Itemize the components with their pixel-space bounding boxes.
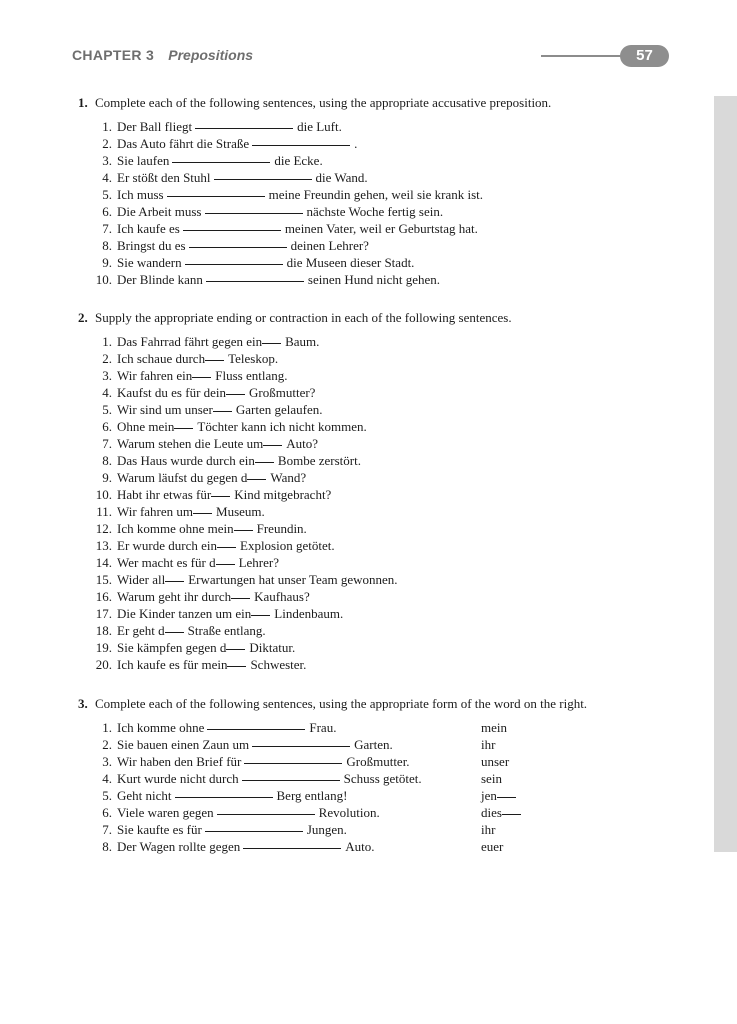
item-sentence xyxy=(117,572,398,587)
hint-ending-blank[interactable] xyxy=(502,813,521,815)
item-sentence xyxy=(117,805,380,820)
sentence-end: Lindenbaum. xyxy=(274,606,344,621)
item-number: 2. xyxy=(102,351,112,366)
hint-text: dies xyxy=(481,805,502,820)
sentence-end: meine Freundin gehen, weil sie krank ist. xyxy=(268,187,484,202)
item-number: 7. xyxy=(102,436,112,451)
header-rule xyxy=(541,55,631,57)
sentence-end: Kind mitgebracht? xyxy=(234,487,332,502)
answer-blank[interactable] xyxy=(205,359,224,361)
side-thumb-tab xyxy=(714,96,737,852)
sentence-start: Das Haus wurde durch ein xyxy=(117,453,255,468)
exercise-item xyxy=(78,435,708,452)
answer-blank[interactable] xyxy=(192,376,211,378)
sentence-end: Garten gelaufen. xyxy=(235,402,323,417)
item-number: 11. xyxy=(96,504,112,519)
instruction-text: Complete each of the following sentences, using the appropriate form of the word on the right. xyxy=(95,696,588,711)
sentence-end: Großmutter. xyxy=(346,754,410,769)
item-number: 10. xyxy=(95,487,112,502)
answer-blank[interactable] xyxy=(206,280,304,282)
item-number: 1. xyxy=(102,119,112,134)
item-sentence xyxy=(117,436,318,451)
item-number: 6. xyxy=(102,805,112,820)
item-number: 9. xyxy=(102,470,112,485)
sentence-end: Fluss entlang. xyxy=(215,368,288,383)
sentence-start: Wer macht es für d xyxy=(117,555,216,570)
item-sentence xyxy=(117,453,361,468)
sentence-end: Explosion getötet. xyxy=(240,538,335,553)
sentence-end: Schwester. xyxy=(250,657,307,672)
exercise-item xyxy=(78,639,708,656)
answer-blank[interactable] xyxy=(193,512,212,514)
item-sentence xyxy=(117,504,265,519)
answer-blank[interactable] xyxy=(255,461,274,463)
item-number: 4. xyxy=(102,385,112,400)
hint-word xyxy=(481,787,516,804)
item-sentence xyxy=(117,402,323,417)
exercise-item xyxy=(78,152,708,169)
item-sentence xyxy=(117,187,483,202)
exercise-item xyxy=(78,254,708,271)
item-number: 4. xyxy=(102,771,112,786)
item-sentence xyxy=(117,839,375,854)
hint-ending-blank[interactable] xyxy=(497,796,516,798)
sentence-start: Viele waren gegen xyxy=(117,805,214,820)
item-number: 5. xyxy=(102,402,112,417)
exercise-number: 1. xyxy=(78,95,88,110)
answer-blank[interactable] xyxy=(226,648,245,650)
exercise-item xyxy=(78,656,708,673)
sentence-end: Straße entlang. xyxy=(187,623,266,638)
answer-blank[interactable] xyxy=(263,444,282,446)
sentence-end: Museum. xyxy=(216,504,265,519)
item-number: 2. xyxy=(102,136,112,151)
sentence-start: Er geht d xyxy=(117,623,165,638)
sentence-end: die Luft. xyxy=(297,119,342,134)
sentence-start: Sie laufen xyxy=(117,153,170,168)
item-number: 3. xyxy=(102,153,112,168)
exercise-item xyxy=(78,736,708,753)
answer-blank[interactable] xyxy=(227,665,246,667)
exercise-item xyxy=(78,787,708,804)
answer-blank[interactable] xyxy=(231,597,250,599)
item-sentence xyxy=(117,419,367,434)
exercise-item xyxy=(78,350,708,367)
sentence-end: Garten. xyxy=(354,737,393,752)
exercise-items xyxy=(78,118,708,288)
chapter-label: CHAPTER 3 xyxy=(72,47,155,63)
item-number: 5. xyxy=(102,788,112,803)
item-number: 6. xyxy=(102,204,112,219)
item-sentence xyxy=(117,136,357,151)
answer-blank[interactable] xyxy=(174,427,193,429)
item-number: 19. xyxy=(95,640,112,655)
hint-text: euer xyxy=(481,839,504,854)
answer-blank[interactable] xyxy=(216,563,235,565)
exercise-item xyxy=(78,118,708,135)
item-sentence xyxy=(117,606,343,621)
exercise-items xyxy=(78,719,708,855)
exercise-item xyxy=(78,169,708,186)
exercise-item xyxy=(78,838,708,855)
item-number: 1. xyxy=(102,334,112,349)
sentence-start: Geht nicht xyxy=(117,788,172,803)
exercise-item xyxy=(78,203,708,220)
answer-blank[interactable] xyxy=(214,178,312,180)
answer-blank[interactable] xyxy=(226,393,245,395)
sentence-end: Auto. xyxy=(345,839,375,854)
item-number: 18. xyxy=(95,623,112,638)
sentence-start: Warum geht ihr durch xyxy=(117,589,232,604)
answer-blank[interactable] xyxy=(175,796,273,798)
sentence-start: Sie kämpfen gegen d xyxy=(117,640,227,655)
answer-blank[interactable] xyxy=(217,813,315,815)
instruction-text: Supply the appropriate ending or contraction in each of the following sentences. xyxy=(95,310,512,325)
item-number: 3. xyxy=(102,368,112,383)
answer-blank[interactable] xyxy=(252,745,350,747)
item-sentence xyxy=(117,170,368,185)
sentence-start: Ich kaufe es für mein xyxy=(117,657,228,672)
item-number: 13. xyxy=(95,538,112,553)
item-sentence xyxy=(117,204,443,219)
item-sentence xyxy=(117,272,440,287)
item-number: 8. xyxy=(102,453,112,468)
exercise-item xyxy=(78,753,708,770)
hint-word xyxy=(481,821,495,838)
item-number: 2. xyxy=(102,737,112,752)
sentence-start: Sie kaufte es für xyxy=(117,822,202,837)
hint-text: jen xyxy=(481,788,497,803)
sentence-end: . xyxy=(354,136,358,151)
answer-blank[interactable] xyxy=(183,229,281,231)
exercise-item xyxy=(78,418,708,435)
hint-word xyxy=(481,719,507,736)
sentence-start: Der Ball fliegt xyxy=(117,119,193,134)
sentence-end: Bombe zerstört. xyxy=(277,453,361,468)
exercise-1 xyxy=(78,94,708,288)
sentence-end: Erwartungen hat unser Team gewonnen. xyxy=(188,572,398,587)
sentence-start: Habt ihr etwas für xyxy=(117,487,212,502)
exercise-3 xyxy=(78,695,708,855)
answer-blank[interactable] xyxy=(205,830,303,832)
hint-text: mein xyxy=(481,720,507,735)
answer-blank[interactable] xyxy=(234,529,253,531)
item-number: 4. xyxy=(102,170,112,185)
exercise-item xyxy=(78,367,708,384)
answer-blank[interactable] xyxy=(243,847,341,849)
sentence-end: seinen Hund nicht gehen. xyxy=(307,272,441,287)
item-number: 8. xyxy=(102,839,112,854)
exercise-item xyxy=(78,571,708,588)
sentence-start: Ich kaufe es xyxy=(117,221,180,236)
answer-blank[interactable] xyxy=(244,762,342,764)
instruction-text: Complete each of the following sentences, using the appropriate accusative preposition. xyxy=(95,95,552,110)
sentence-start: Ich muss xyxy=(117,187,164,202)
sentence-start: Ich komme ohne mein xyxy=(117,521,234,536)
sentence-start: Wir sind um unser xyxy=(117,402,213,417)
item-number: 3. xyxy=(102,754,112,769)
sentence-end: Diktatur. xyxy=(249,640,296,655)
exercise-number: 2. xyxy=(78,310,88,325)
chapter-title: Prepositions xyxy=(168,47,254,63)
answer-blank[interactable] xyxy=(172,161,270,163)
exercise-item xyxy=(78,804,708,821)
exercise-2 xyxy=(78,309,708,673)
exercise-item xyxy=(78,622,708,639)
item-number: 5. xyxy=(102,187,112,202)
item-number: 16. xyxy=(95,589,112,604)
item-sentence xyxy=(117,385,315,400)
exercise-item xyxy=(78,469,708,486)
exercise-item xyxy=(78,770,708,787)
item-sentence xyxy=(117,119,342,134)
answer-blank[interactable] xyxy=(247,478,266,480)
answer-blank[interactable] xyxy=(252,144,350,146)
sentence-start: Bringst du es xyxy=(117,238,186,253)
answer-blank[interactable] xyxy=(195,127,293,129)
item-sentence xyxy=(117,351,278,366)
sentence-start: Das Fahrrad fährt gegen ein xyxy=(117,334,263,349)
hint-text: ihr xyxy=(481,822,496,837)
item-number: 1. xyxy=(102,720,112,735)
exercise-instruction xyxy=(78,695,708,712)
item-sentence xyxy=(117,589,310,604)
sentence-end: Teleskop. xyxy=(228,351,279,366)
answer-blank[interactable] xyxy=(207,728,305,730)
sentence-end: die Wand. xyxy=(315,170,368,185)
item-sentence xyxy=(117,255,414,270)
exercise-items xyxy=(78,333,708,673)
sentence-end: die Ecke. xyxy=(274,153,323,168)
sentence-end: Freundin. xyxy=(256,521,307,536)
item-sentence xyxy=(117,555,279,570)
item-number: 6. xyxy=(102,419,112,434)
sentence-end: Revolution. xyxy=(318,805,380,820)
item-sentence xyxy=(117,822,347,837)
exercise-item xyxy=(78,401,708,418)
running-header xyxy=(72,47,253,67)
answer-blank[interactable] xyxy=(189,246,287,248)
item-sentence xyxy=(117,368,288,383)
answer-blank[interactable] xyxy=(185,263,283,265)
item-sentence xyxy=(117,720,336,735)
hint-text: ihr xyxy=(481,737,496,752)
page-number-badge: 57 xyxy=(620,45,669,67)
sentence-start: Warum stehen die Leute um xyxy=(117,436,264,451)
item-number: 12. xyxy=(95,521,112,536)
sentence-start: Wir haben den Brief für xyxy=(117,754,242,769)
sentence-start: Kurt wurde nicht durch xyxy=(117,771,239,786)
sentence-start: Warum läufst du gegen d xyxy=(117,470,248,485)
sentence-end: Wand? xyxy=(270,470,307,485)
answer-blank[interactable] xyxy=(242,779,340,781)
answer-blank[interactable] xyxy=(262,342,281,344)
item-number: 9. xyxy=(102,255,112,270)
sentence-end: Großmutter? xyxy=(249,385,316,400)
sentence-start: Die Kinder tanzen um ein xyxy=(117,606,252,621)
sentence-end: Schuss getötet. xyxy=(343,771,422,786)
sentence-start: Wir fahren ein xyxy=(117,368,193,383)
item-sentence xyxy=(117,640,295,655)
item-sentence xyxy=(117,737,393,752)
sentence-end: Berg entlang! xyxy=(276,788,348,803)
item-sentence xyxy=(117,487,331,502)
sentence-start: Er stößt den Stuhl xyxy=(117,170,211,185)
exercise-item xyxy=(78,588,708,605)
sentence-start: Wir fahren um xyxy=(117,504,194,519)
sentence-end: Baum. xyxy=(285,334,320,349)
answer-blank[interactable] xyxy=(213,410,232,412)
sentence-end: Töchter kann ich nicht kommen. xyxy=(197,419,367,434)
sentence-start: Sie bauen einen Zaun um xyxy=(117,737,250,752)
sentence-start: Ohne mein xyxy=(117,419,175,434)
hint-word xyxy=(481,838,503,855)
hint-text: sein xyxy=(481,771,502,786)
item-sentence xyxy=(117,657,306,672)
exercise-item xyxy=(78,554,708,571)
exercise-item xyxy=(78,520,708,537)
sentence-start: Wider all xyxy=(117,572,166,587)
sentence-start: Ich komme ohne xyxy=(117,720,205,735)
item-sentence xyxy=(117,771,422,786)
item-sentence xyxy=(117,470,306,485)
sentence-start: Ich schaue durch xyxy=(117,351,206,366)
answer-blank[interactable] xyxy=(211,495,230,497)
item-sentence xyxy=(117,788,347,803)
answer-blank[interactable] xyxy=(165,580,184,582)
sentence-end: deinen Lehrer? xyxy=(290,238,369,253)
item-number: 7. xyxy=(102,822,112,837)
exercise-item xyxy=(78,186,708,203)
answer-blank[interactable] xyxy=(205,212,303,214)
item-number: 15. xyxy=(95,572,112,587)
item-sentence xyxy=(117,754,410,769)
exercise-item xyxy=(78,537,708,554)
sentence-end: Kaufhaus? xyxy=(254,589,310,604)
hint-word xyxy=(481,753,509,770)
sentence-start: Der Blinde kann xyxy=(117,272,203,287)
exercise-item xyxy=(78,220,708,237)
answer-blank[interactable] xyxy=(251,614,270,616)
answer-blank[interactable] xyxy=(217,546,236,548)
exercise-item xyxy=(78,486,708,503)
item-sentence xyxy=(117,221,478,236)
item-sentence xyxy=(117,623,266,638)
hint-word xyxy=(481,804,521,821)
exercise-item xyxy=(78,605,708,622)
sentence-start: Sie wandern xyxy=(117,255,182,270)
hint-word xyxy=(481,736,495,753)
item-number: 7. xyxy=(102,221,112,236)
sentence-end: Lehrer? xyxy=(238,555,280,570)
item-number: 8. xyxy=(102,238,112,253)
sentence-end: Auto? xyxy=(286,436,319,451)
item-sentence xyxy=(117,538,335,553)
hint-word xyxy=(481,770,502,787)
exercise-instruction xyxy=(78,309,708,326)
sentence-start: Kaufst du es für dein xyxy=(117,385,227,400)
sentence-start: Er wurde durch ein xyxy=(117,538,217,553)
item-sentence xyxy=(117,153,323,168)
sentence-end: die Museen dieser Stadt. xyxy=(286,255,415,270)
hint-text: unser xyxy=(481,754,510,769)
sentence-end: meinen Vater, weil er Geburtstag hat. xyxy=(284,221,478,236)
exercise-item xyxy=(78,271,708,288)
item-number: 17. xyxy=(95,606,112,621)
item-number: 14. xyxy=(95,555,112,570)
sentence-end: Frau. xyxy=(309,720,337,735)
exercise-item xyxy=(78,384,708,401)
item-number: 10. xyxy=(95,272,112,287)
sentence-start: Die Arbeit muss xyxy=(117,204,202,219)
sentence-start: Der Wagen rollte gegen xyxy=(117,839,241,854)
sentence-start: Das Auto fährt die Straße xyxy=(117,136,250,151)
answer-blank[interactable] xyxy=(165,631,184,633)
exercise-item xyxy=(78,333,708,350)
exercise-item xyxy=(78,135,708,152)
exercise-item xyxy=(78,452,708,469)
exercise-item xyxy=(78,821,708,838)
item-number: 20. xyxy=(95,657,112,672)
exercise-instruction xyxy=(78,94,708,111)
item-sentence xyxy=(117,334,319,349)
exercise-item xyxy=(78,503,708,520)
sentence-end: Jungen. xyxy=(306,822,347,837)
exercise-item xyxy=(78,719,708,736)
exercise-item xyxy=(78,237,708,254)
exercise-number: 3. xyxy=(78,696,88,711)
answer-blank[interactable] xyxy=(167,195,265,197)
sentence-end: nächste Woche fertig sein. xyxy=(306,204,444,219)
item-sentence xyxy=(117,521,307,536)
item-sentence xyxy=(117,238,369,253)
